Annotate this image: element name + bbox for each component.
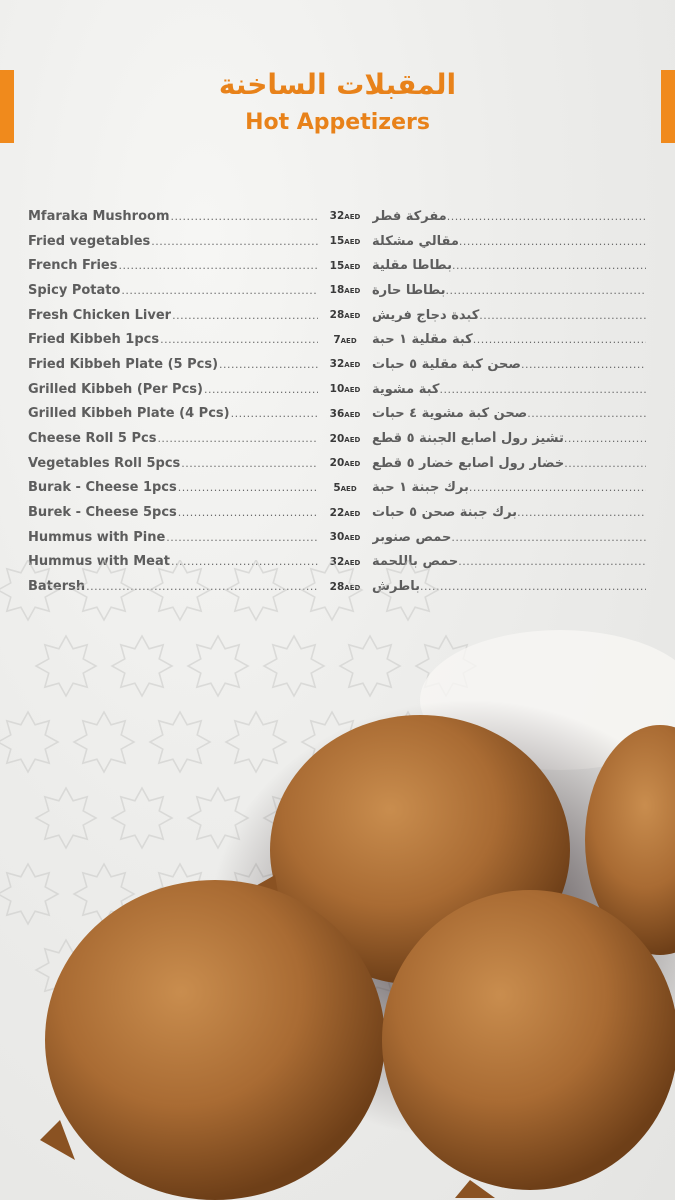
dot-leader xyxy=(172,309,318,322)
item-arabic xyxy=(372,283,647,298)
item-arabic xyxy=(372,505,647,520)
currency-label: AED xyxy=(344,262,361,271)
currency-label: AED xyxy=(344,312,361,321)
item-arabic xyxy=(372,258,647,273)
item-name-ar: صحن كبة مقلية ٥ حبات xyxy=(372,356,521,372)
item-name-ar: بطاطا مقلية xyxy=(372,258,452,274)
item-name-en: Grilled Kibbeh (Per Pcs) xyxy=(28,381,203,397)
menu-list xyxy=(28,204,647,599)
price-value: 32 xyxy=(329,555,345,568)
dot-leader xyxy=(204,383,318,396)
price-value: 36 xyxy=(329,407,345,420)
currency-label: AED xyxy=(344,583,361,592)
item-name-en: Fresh Chicken Liver xyxy=(28,307,172,323)
item-english xyxy=(28,308,318,323)
item-name-ar: باطرش xyxy=(372,579,421,595)
menu-item xyxy=(28,402,647,427)
star-pattern-shape xyxy=(0,560,58,620)
dot-leader xyxy=(219,358,318,371)
item-price xyxy=(326,260,364,272)
item-name-en: Fried vegetables xyxy=(28,233,151,249)
currency-label: AED xyxy=(344,435,361,444)
price-value: 7 xyxy=(333,333,341,346)
item-name-ar: كبة مقلية ١ حبة xyxy=(372,332,473,348)
dot-leader xyxy=(447,210,646,223)
dot-leader xyxy=(119,259,319,272)
dot-leader xyxy=(479,309,646,322)
price-value: 22 xyxy=(329,506,345,519)
item-arabic xyxy=(372,382,647,397)
item-name-ar: حمص صنوبر xyxy=(372,529,452,545)
menu-item xyxy=(28,303,647,328)
item-name-en: Burak - Cheese 1pcs xyxy=(28,480,177,496)
dot-leader xyxy=(459,235,646,248)
price-value: 32 xyxy=(329,358,345,371)
price-value: 30 xyxy=(329,531,345,544)
currency-label: AED xyxy=(344,287,361,296)
item-name-en: Burek - Cheese 5pcs xyxy=(28,505,177,521)
kibbeh-photo xyxy=(0,620,675,1200)
price-value: 28 xyxy=(329,580,345,593)
item-name-en: Mfaraka Mushroom xyxy=(28,208,170,224)
item-name-ar: صحن كبة مشوية ٤ حبات xyxy=(372,406,528,422)
item-price xyxy=(326,531,364,543)
dot-leader xyxy=(527,407,646,420)
item-price xyxy=(326,284,364,296)
currency-label: AED xyxy=(344,509,361,518)
star-pattern-shape xyxy=(74,560,134,620)
star-pattern-shape xyxy=(378,560,438,620)
item-name-en: Vegetables Roll 5pcs xyxy=(28,455,181,471)
menu-header xyxy=(0,66,675,138)
item-price xyxy=(326,210,364,222)
item-arabic xyxy=(372,456,647,471)
menu-item xyxy=(28,451,647,476)
menu-item xyxy=(28,426,647,451)
menu-item xyxy=(28,525,647,550)
price-value: 15 xyxy=(329,259,345,272)
currency-label: AED xyxy=(344,238,361,247)
dot-leader xyxy=(171,210,319,223)
dot-leader xyxy=(564,432,646,445)
item-name-ar: مقالي مشكلة xyxy=(372,233,459,249)
item-name-ar: كبدة دجاج فريش xyxy=(372,307,480,323)
item-arabic xyxy=(372,234,647,249)
dot-leader xyxy=(166,531,318,544)
item-name-en: Fried Kibbeh 1pcs xyxy=(28,332,160,348)
item-arabic xyxy=(372,308,647,323)
currency-label: AED xyxy=(340,336,357,345)
item-name-ar: خضار رول أصابع خضار ٥ قطع xyxy=(372,455,565,471)
item-price xyxy=(326,433,364,445)
menu-item xyxy=(28,204,647,229)
item-name-en: Spicy Potato xyxy=(28,282,121,298)
item-english xyxy=(28,332,318,347)
menu-item xyxy=(28,229,647,254)
item-price xyxy=(326,507,364,519)
item-price xyxy=(326,358,364,370)
dot-leader xyxy=(439,383,646,396)
dot-leader xyxy=(469,481,646,494)
currency-label: AED xyxy=(344,386,361,395)
menu-item xyxy=(28,278,647,303)
item-name-ar: تشيز رول أصابع الجبنة ٥ قطع xyxy=(372,431,564,447)
item-name-ar: برك جبنة ١ حبة xyxy=(372,480,469,496)
price-value: 18 xyxy=(329,284,345,297)
price-value: 15 xyxy=(329,235,345,248)
title-arabic: المقبلات الساخنة xyxy=(218,68,457,101)
menu-item xyxy=(28,253,647,278)
price-value: 20 xyxy=(329,432,345,445)
item-arabic xyxy=(372,357,647,372)
item-name-ar: بطاطا حارة xyxy=(372,282,446,298)
item-name-ar: كبة مشوية xyxy=(372,381,440,397)
star-pattern-shape xyxy=(150,560,210,620)
currency-label: AED xyxy=(344,534,361,543)
item-english xyxy=(28,357,318,372)
item-name-en: Cheese Roll 5 Pcs xyxy=(28,431,157,447)
item-price xyxy=(326,334,364,346)
menu-item xyxy=(28,352,647,377)
dot-leader xyxy=(157,432,318,445)
dot-leader xyxy=(452,259,646,272)
item-english xyxy=(28,431,318,446)
price-value: 5 xyxy=(333,481,341,494)
currency-label: AED xyxy=(344,410,361,419)
item-name-en: Fried Kibbeh Plate (5 Pcs) xyxy=(28,356,219,372)
item-arabic xyxy=(372,406,647,421)
currency-label: AED xyxy=(344,558,361,567)
dot-leader xyxy=(181,457,318,470)
item-english xyxy=(28,406,318,421)
item-price xyxy=(326,309,364,321)
currency-label: AED xyxy=(344,361,361,370)
menu-item xyxy=(28,377,647,402)
item-english xyxy=(28,283,318,298)
item-english xyxy=(28,480,318,495)
menu-item xyxy=(28,476,647,501)
menu-item xyxy=(28,327,647,352)
star-pattern-shape xyxy=(302,560,362,620)
item-arabic xyxy=(372,431,647,446)
item-price xyxy=(326,482,364,494)
item-name-ar: برك جبنة صحن ٥ حبات xyxy=(372,505,518,521)
dot-leader xyxy=(451,531,646,544)
price-value: 28 xyxy=(329,309,345,322)
currency-label: AED xyxy=(344,213,361,222)
item-name-en: Hummus with Pine xyxy=(28,529,166,545)
item-price xyxy=(326,457,364,469)
dot-leader xyxy=(178,481,318,494)
item-name-ar: مفركة فطر xyxy=(372,208,447,224)
item-arabic xyxy=(372,530,647,545)
dot-leader xyxy=(121,284,318,297)
item-name-en: Batersh xyxy=(28,579,86,595)
dot-leader xyxy=(517,506,646,519)
item-english xyxy=(28,456,318,471)
price-value: 10 xyxy=(329,383,345,396)
price-value: 20 xyxy=(329,457,345,470)
item-english xyxy=(28,505,318,520)
item-english xyxy=(28,234,318,249)
dot-leader xyxy=(521,358,646,371)
dot-leader xyxy=(473,333,646,346)
title-english: Hot Appetizers xyxy=(245,110,430,135)
dot-leader xyxy=(178,506,318,519)
item-name-en: French Fries xyxy=(28,258,118,274)
dot-leader xyxy=(160,333,318,346)
item-name-en: Grilled Kibbeh Plate (4 Pcs) xyxy=(28,406,230,422)
item-price xyxy=(326,408,364,420)
item-price xyxy=(326,235,364,247)
dot-leader xyxy=(446,284,647,297)
price-value: 32 xyxy=(329,210,345,223)
item-arabic xyxy=(372,332,647,347)
item-price xyxy=(326,383,364,395)
currency-label: AED xyxy=(340,484,357,493)
item-english xyxy=(28,209,318,224)
item-arabic xyxy=(372,209,647,224)
dot-leader xyxy=(564,457,646,470)
dot-leader xyxy=(458,555,646,568)
item-name-ar: حمص باللحمة xyxy=(372,554,459,570)
menu-item xyxy=(28,500,647,525)
item-name-en: Hummus with Meat xyxy=(28,554,170,570)
currency-label: AED xyxy=(344,460,361,469)
item-arabic xyxy=(372,480,647,495)
dot-leader xyxy=(231,407,318,420)
dot-leader xyxy=(151,235,318,248)
item-english xyxy=(28,530,318,545)
star-pattern-shape xyxy=(226,560,286,620)
item-english xyxy=(28,258,318,273)
item-english xyxy=(28,382,318,397)
